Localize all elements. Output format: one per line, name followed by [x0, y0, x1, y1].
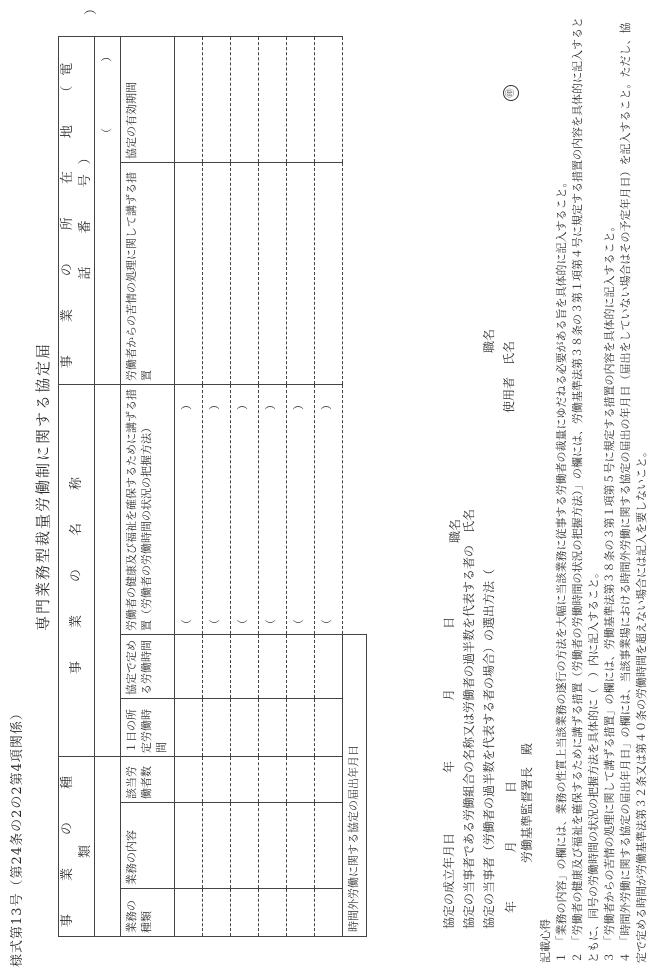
closing-paren: ） — [84, 2, 99, 16]
business-type-header: 事 業 の 種 類 — [59, 756, 95, 936]
col-health-measures: 労働者の健康及び福祉を確保するために講ずる措置（労働者の労働時間の状況の把握方法） — [121, 384, 175, 634]
table-row: （ ） — [258, 36, 286, 936]
table-row: （ ） — [174, 36, 202, 936]
col-work-content: 業務の内容 — [121, 803, 175, 889]
party-row: 協定の当事者である労働組合の名称又は労働者の過半数を代表する者の 氏名 — [462, 508, 476, 929]
employer-title-label: 職名 — [482, 328, 496, 353]
col-daily-hours: １日の所定労働時間 — [121, 698, 175, 756]
col-work-type: 業務の種類 — [121, 889, 175, 937]
party-method-row: 協定の当事者（労働者の過半数を代表する者の場合）の選出方法（ — [482, 568, 496, 929]
submit-date-row: 年 月 日 — [504, 780, 518, 913]
establish-date-row: 協定の成立年月日 年 月 日 — [442, 616, 456, 929]
note-3: ３ 「労働者からの苦情の処理に関して講ずる措置」の欄には、労働基準法第３８条の３第１項第５号に規定する措置の内容を具体的に記入すること。 — [602, 220, 616, 963]
table-row: （ ） — [202, 36, 230, 936]
note-1: １ 「業務の内容」の欄には、業務の性質上当該業務の遂行の方法を大幅に当該業務に従事する労働者の裁量にゆだねる必要がある旨を具体的に記入すること。 — [554, 176, 568, 963]
col-complaint-measures: 労働者からの苦情の処理に関して講ずる措置 — [121, 162, 175, 384]
form-id: 様式第13号（第24条の2の2第4項関係） — [10, 706, 25, 967]
form-title: 専門業務型裁量労働制に関する協定届 — [34, 342, 52, 632]
party-title-label: 職名 — [448, 518, 462, 543]
business-name-header: 事 業 の 名 称 — [59, 384, 95, 756]
business-address-cell[interactable]: （ ） — [95, 36, 121, 384]
col-workers-count: 該当労働者数 — [121, 756, 175, 802]
overtime-date-label: 時間外労働に関する協定の届出年月日 — [342, 634, 366, 936]
note-4: ４ 「時間外労働に関する協定の届出年月日」の欄には、当該事業場における時間外労働に関する協定の届出の年月日（届出をしていない場合はその予定年月日）を記入すること。ただし、協定で定める時間が労働基準法第３２条又は第４０条の労働時間を超えない場合には記入を要しないこと。 — [618, 22, 648, 963]
table-row: （ ） — [286, 36, 314, 936]
business-name-cell[interactable] — [95, 384, 121, 756]
col-validity: 協定の有効期間 — [121, 36, 175, 162]
business-address-header: 事 業 の 所 在 地 （電 話 番 号） — [59, 36, 95, 384]
notes-title: 記載心得 — [539, 919, 552, 963]
table-row: （ ） — [314, 36, 342, 936]
business-type-cell[interactable] — [95, 756, 121, 936]
table-row: （ ） — [230, 36, 258, 936]
col-agreed-hours: 協定で定める労働時間 — [121, 634, 175, 698]
notes-section — [538, 13, 650, 963]
employer-row: 使用者 氏名 ㊞ — [500, 85, 519, 413]
note-2: ２ 「労働者の健康及び福祉を確保するために講ずる措置（労働者の労働時間の状況の把握方法）」の欄には、労働基準法第３８条の３第１項第４号に規定する措置の内容を具体的に記入するとともに、同号の労働時間の状況の把握方法を具体的に（ ）内に記入すること。 — [570, 17, 600, 963]
addressee: 労働基準監督署長 殿 — [520, 742, 534, 863]
seal-mark: ㊞ — [503, 85, 519, 101]
agreement-table — [58, 29, 367, 937]
